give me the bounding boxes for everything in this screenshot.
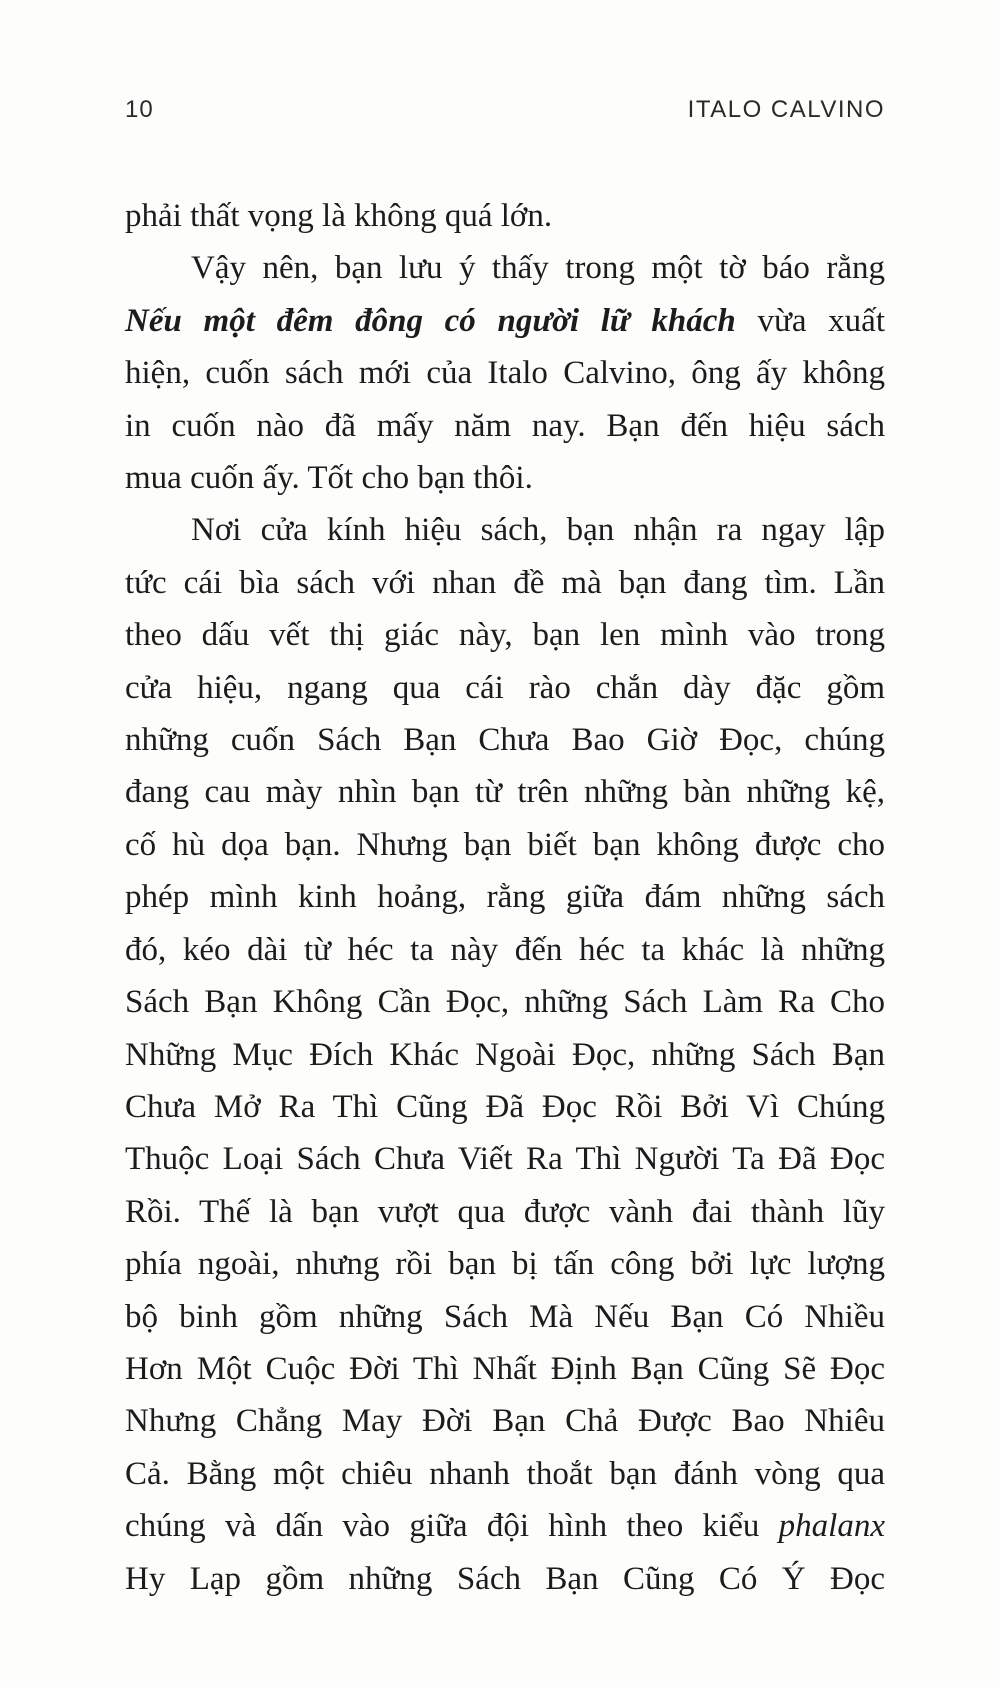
text-line: Những Mục Đích Khác Ngoài Đọc, những Sách Bạn <box>125 1036 885 1073</box>
italic-term: phalanx <box>778 1508 885 1545</box>
paragraph-3 <box>125 504 885 1605</box>
book-title: Nếu một đêm đông có người lữ khách <box>125 302 736 339</box>
text-line: mua cuốn ấy. Tốt cho bạn thôi. <box>125 460 533 497</box>
text-line: Chưa Mở Ra Thì Cũng Đã Đọc Rồi Bởi Vì Chúng <box>125 1088 885 1125</box>
text-line: phía ngoài, nhưng rồi bạn bị tấn công bởi lực lượng <box>125 1246 885 1283</box>
text-line: đó, kéo dài từ héc ta này đến héc ta khác là những <box>125 931 885 968</box>
text-line: cố hù dọa bạn. Nhưng bạn biết bạn không được cho <box>125 826 885 863</box>
text-line: Nhưng Chẳng May Đời Bạn Chả Được Bao Nhiêu <box>125 1403 885 1440</box>
text-line-with-title <box>125 295 885 347</box>
text-line: phải thất vọng là không quá lớn. <box>125 198 553 234</box>
paragraph-1 <box>125 190 885 242</box>
text-line: Hơn Một Cuộc Đời Thì Nhất Định Bạn Cũng Sẽ Đọc <box>125 1350 885 1387</box>
text-line: Thuộc Loại Sách Chưa Viết Ra Thì Người Ta Đã Đọc <box>125 1141 885 1178</box>
text-line: Vậy nên, bạn lưu ý thấy trong một tờ báo rằng <box>191 250 885 287</box>
text-line: cửa hiệu, ngang qua cái rào chắn dày đặc gồm <box>125 669 885 706</box>
running-header <box>125 96 885 132</box>
text-line: Sách Bạn Không Cần Đọc, những Sách Làm Ra Cho <box>125 984 885 1021</box>
text-line: hiện, cuốn sách mới của Italo Calvino, ông ấy không <box>125 355 885 392</box>
text-line-with-italic <box>125 1500 885 1552</box>
text-line: Rồi. Thế là bạn vượt qua được vành đai thành lũy <box>125 1193 885 1230</box>
paragraph-2 <box>125 242 885 504</box>
page-number: 10 <box>125 96 154 123</box>
text-line: những cuốn Sách Bạn Chưa Bao Giờ Đọc, chúng <box>125 722 885 759</box>
text-fragment: vừa xuất <box>735 302 885 339</box>
text-line: Nơi cửa kính hiệu sách, bạn nhận ra ngay lập <box>191 512 885 549</box>
running-head-author: ITALO CALVINO <box>687 96 885 123</box>
body-text <box>125 190 885 1605</box>
text-line: in cuốn nào đã mấy năm nay. Bạn đến hiệu sách <box>125 407 885 444</box>
text-line: đang cau mày nhìn bạn từ trên những bàn những kệ, <box>125 774 885 811</box>
text-line: Cả. Bằng một chiêu nhanh thoắt bạn đánh vòng qua <box>125 1455 885 1492</box>
text-line: theo dấu vết thị giác này, bạn len mình vào trong <box>125 617 885 654</box>
text-fragment: chúng và dấn vào giữa đội hình theo kiểu <box>125 1508 779 1545</box>
text-line: bộ binh gồm những Sách Mà Nếu Bạn Có Nhiều <box>125 1298 885 1335</box>
text-line: Hy Lạp gồm những Sách Bạn Cũng Có Ý Đọc <box>125 1560 885 1597</box>
text-line: phép mình kinh hoảng, rằng giữa đám những sách <box>125 879 885 916</box>
text-line: tức cái bìa sách với nhan đề mà bạn đang tìm. Lần <box>125 564 885 601</box>
